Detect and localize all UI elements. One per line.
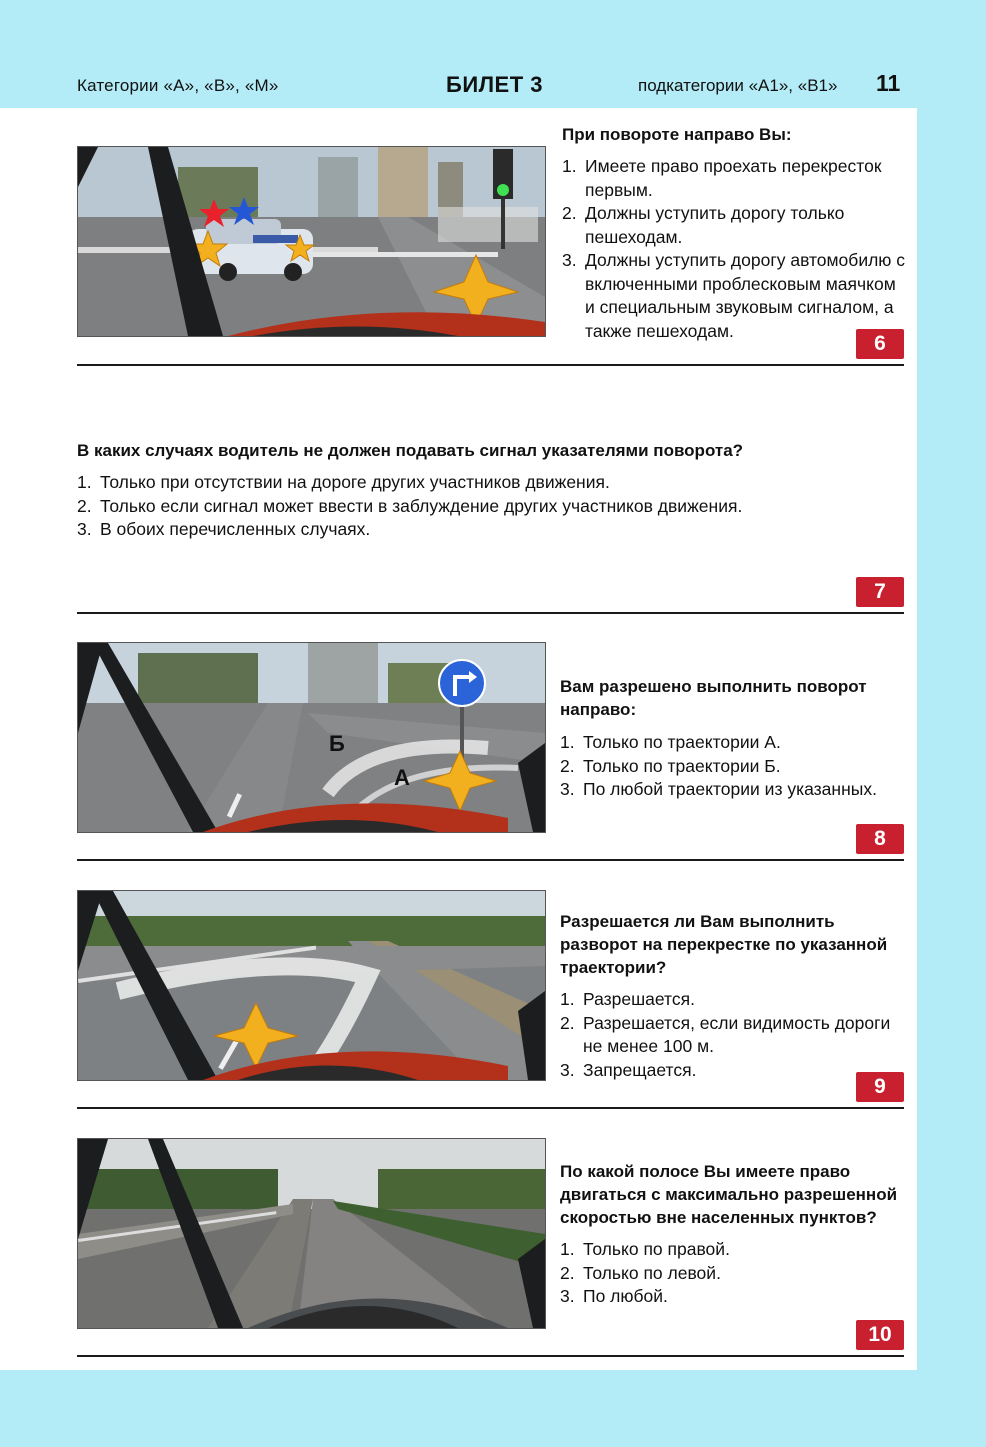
question-7-title: В каких случаях водитель не должен подавать сигнал указателями поворота? bbox=[77, 441, 744, 460]
answer-option[interactable]: 1. Только по правой. bbox=[560, 1239, 730, 1259]
answer-option[interactable]: 2. Только по траектории Б. bbox=[560, 755, 781, 776]
answer-option[interactable]: 1. Имеете право проехать перекресток первым. bbox=[562, 156, 882, 200]
answer-option[interactable]: 1. Разрешается. bbox=[560, 989, 695, 1009]
question-8-number-badge: 8 bbox=[856, 824, 904, 854]
question-8 bbox=[560, 675, 905, 802]
ticket-title: БИЛЕТ 3 bbox=[446, 72, 544, 97]
question-10-number-badge: 10 bbox=[856, 1320, 904, 1350]
answer-option[interactable]: 3. Должны уступить дорогу автомобилю с включенными проблесковым маячком и специальным звуковым сигналом, а также пешеходам. bbox=[562, 250, 906, 341]
question-8-title: Вам разрешено выполнить поворот направо: bbox=[560, 677, 867, 719]
trajectory-label-a: А bbox=[394, 765, 410, 790]
answer-option[interactable]: 2. Только по левой. bbox=[560, 1262, 721, 1283]
answer-option[interactable]: 2. Разрешается, если видимость дороги не менее 100 м. bbox=[560, 1012, 891, 1056]
question-10 bbox=[560, 1160, 905, 1309]
header-categories: Категории «А», «В», «М» bbox=[77, 76, 279, 95]
answer-option[interactable]: 2. Должны уступить дорогу только пешеходам. bbox=[562, 203, 845, 247]
question-9-image bbox=[77, 890, 546, 1081]
question-7-answers bbox=[77, 471, 907, 542]
page-header bbox=[0, 0, 986, 108]
question-6-title: При повороте направо Вы: bbox=[562, 125, 792, 144]
answer-option[interactable]: 3. Запрещается. bbox=[560, 1059, 697, 1080]
question-7 bbox=[77, 439, 907, 542]
question-6-answers bbox=[562, 155, 907, 343]
question-8-answers bbox=[560, 731, 905, 802]
question-8-image bbox=[77, 642, 546, 833]
question-10-image bbox=[77, 1138, 546, 1329]
answer-option[interactable]: 1. Только по траектории А. bbox=[560, 732, 781, 752]
question-9-title: Разрешается ли Вам выполнить разворот на перекрестке по указанной траектории? bbox=[560, 912, 888, 977]
divider bbox=[77, 1107, 904, 1109]
question-6-number-badge: 6 bbox=[856, 329, 904, 359]
question-6-image bbox=[77, 146, 546, 337]
question-7-number-badge: 7 bbox=[856, 577, 904, 607]
question-9-number-badge: 9 bbox=[856, 1072, 904, 1102]
divider bbox=[77, 859, 904, 861]
answer-option[interactable]: 1. Только при отсутствии на дороге других участников движения. bbox=[77, 472, 610, 492]
divider bbox=[77, 1355, 904, 1357]
question-10-title: По какой полосе Вы имеете право двигаться с максимально разрешенной скоростью вне населенных пунктов? bbox=[560, 1162, 898, 1227]
answer-option[interactable]: 2. Только если сигнал может ввести в заблуждение других участников движения. bbox=[77, 495, 743, 516]
answer-option[interactable]: 3. По любой. bbox=[560, 1286, 668, 1306]
trajectory-label-b: Б bbox=[329, 731, 345, 756]
question-10-answers bbox=[560, 1238, 905, 1309]
question-9 bbox=[560, 910, 905, 1082]
answer-option[interactable]: 3. В обоих перечисленных случаях. bbox=[77, 519, 371, 539]
question-6 bbox=[562, 123, 907, 343]
header-subcategories: подкатегории «А1», «В1» bbox=[638, 76, 838, 95]
page-number: 11 bbox=[876, 70, 901, 96]
question-9-answers bbox=[560, 988, 905, 1082]
divider bbox=[77, 364, 904, 366]
divider bbox=[77, 612, 904, 614]
answer-option[interactable]: 3. По любой траектории из указанных. bbox=[560, 779, 877, 799]
